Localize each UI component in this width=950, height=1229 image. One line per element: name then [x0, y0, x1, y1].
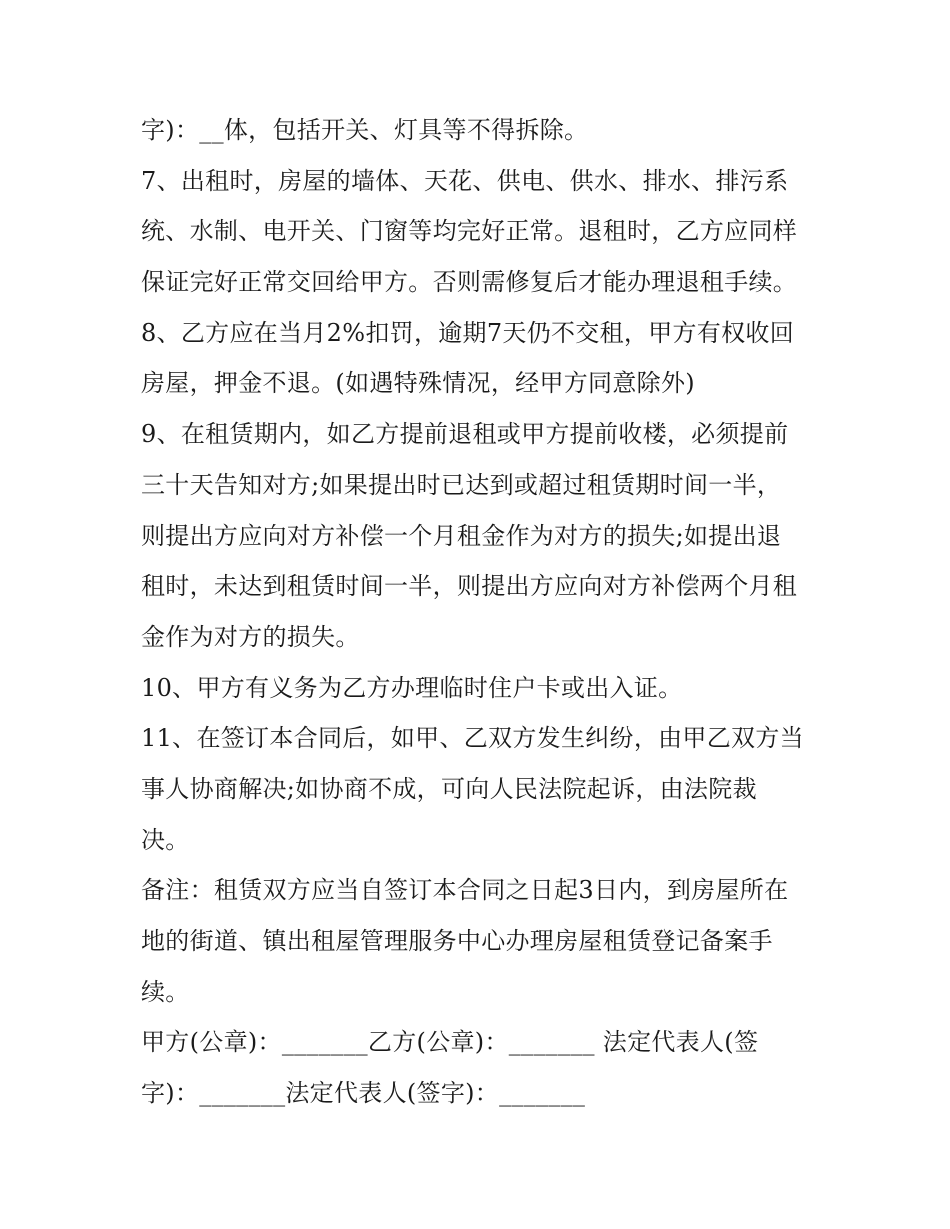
text-line: 事人协商解决;如协商不成，可向人民法院起诉，由法院裁 [141, 774, 757, 803]
text-line: 统、水制、电开关、门窗等均完好正常。退租时，乙方应同样 [141, 217, 798, 246]
clause-9-line: 9、在租赁期内，如乙方提前退租或甲方提前收楼，必须提前 [141, 420, 789, 449]
clause-11-line: 11、在签订本合同后，如甲、乙双方发生纠纷，由甲乙双方当 [141, 724, 804, 753]
document-page [141, 105, 841, 1119]
signature-line: 甲方(公章)：_______乙方(公章)：_______ 法定代表人(签 [141, 1028, 759, 1057]
text-line: 地的街道、镇出租屋管理服务中心办理房屋租赁登记备案手 [141, 927, 773, 955]
text-line: 三十天告知对方;如果提出时已达到或超过租赁期时间一半， [141, 470, 782, 499]
text-line: 房屋，押金不退。(如遇特殊情况，经甲方同意除外) [141, 369, 695, 398]
text-line: 字)：__体，包括开关、灯具等不得拆除。 [141, 116, 589, 144]
remark-line: 备注：租赁双方应当自签订本合同之日起3日内，到房屋所在 [141, 876, 789, 905]
signature-line: 字)：_______法定代表人(签字)：_______ [141, 1079, 586, 1108]
clause-7-line: 7、出租时，房屋的墙体、天花、供电、供水、排水、排污系 [141, 166, 789, 195]
text-line: 租时，未达到租赁时间一半，则提出方应向对方补偿两个月租 [141, 572, 798, 601]
text-line: 保证完好正常交回给甲方。否则需修复后才能办理退租手续。 [141, 268, 798, 297]
text-line: 续。 [141, 977, 190, 1006]
text-line: 金作为对方的损失。 [141, 622, 360, 651]
text-line: 决。 [141, 825, 190, 854]
text-line: 则提出方应向对方补偿一个月租金作为对方的损失;如提出退 [141, 521, 782, 550]
clause-8-line: 8、乙方应在当月2%扣罚，逾期7天仍不交租，甲方有权收回 [141, 318, 795, 347]
clause-10-line: 10、甲方有义务为乙方办理临时住户卡或出入证。 [141, 673, 683, 702]
